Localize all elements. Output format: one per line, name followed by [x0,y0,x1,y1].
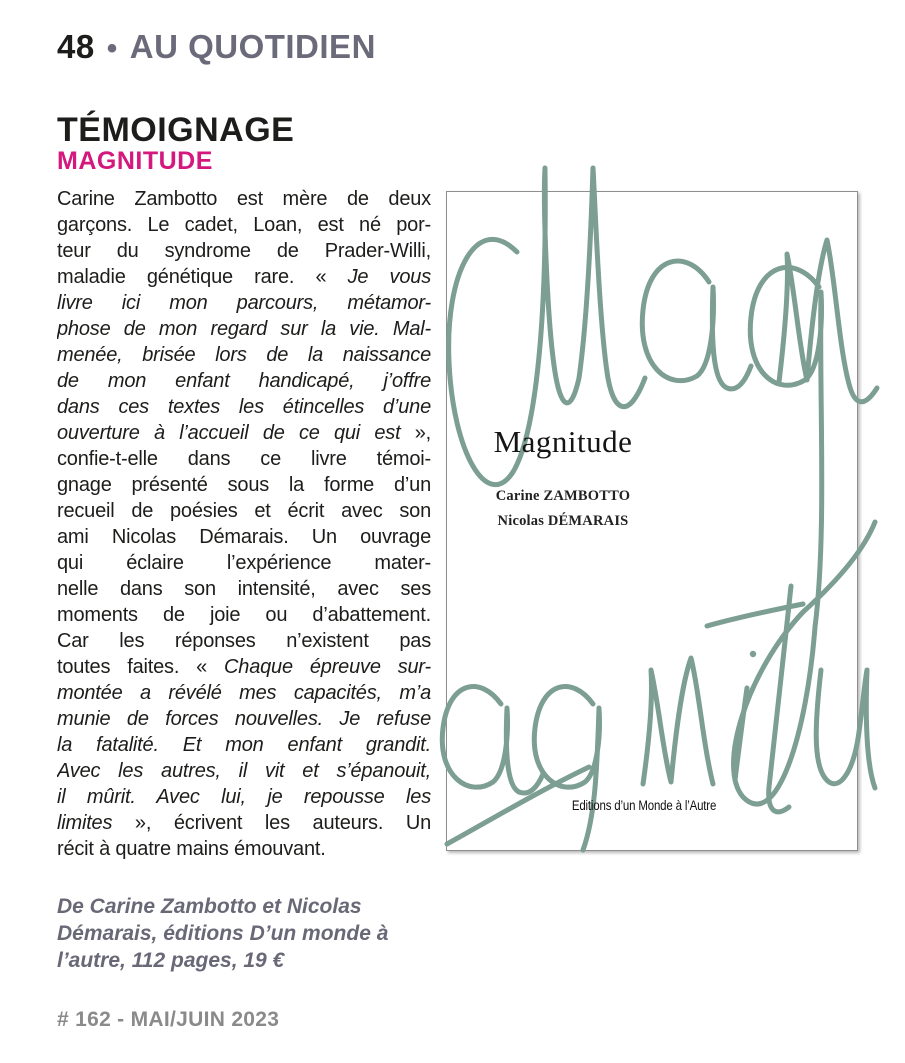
text-segment: Carine Zambotto est mère de deux [57,188,431,210]
text-segment: nelle dans son intensité, avec ses [57,578,431,600]
text-line: Démarais, éditions D’un monde à [57,922,389,945]
quote-text-segment: phose de mon regard sur la vie. Mal- [57,318,431,340]
text-line [57,420,431,446]
article-headline [57,112,294,175]
text-line [57,810,431,836]
article-title: TÉMOIGNAGE [57,111,295,149]
quote-text-segment: Avec les autres, il vit et s’épanouit, [57,760,431,782]
article-kicker: MAGNITUDE [57,147,213,175]
text-line: Nicolas DÉMARAIS [497,513,629,529]
script-letter-n-top [779,240,877,402]
text-line [57,238,431,264]
script-letter-a-bottom [442,687,543,794]
book-cover-authors [447,484,679,534]
text-segment: confie-t-elle dans ce livre témoi- [57,448,431,470]
text-line [57,576,431,602]
bullet-separator: • [106,32,118,65]
quote-text-segment: Je vous [347,266,431,288]
text-line [57,394,431,420]
issue-footer: # 162 - MAI/JUIN 2023 [57,1008,280,1031]
text-line [57,446,431,472]
script-letter-n-bottom [643,658,713,784]
text-segment: maladie génétique rare. « [57,266,348,288]
article-credit [57,893,447,974]
quote-text-segment: munie de forces nouvelles. Je refuse [57,708,431,730]
text-segment: récit à quatre mains émouvant. [57,838,326,860]
book-cover-title: Magnitude [493,424,633,459]
quote-text-segment: la fatalité. Et mon enfant grandit. [57,734,431,756]
script-letter-t-stem [769,586,791,812]
quote-text-segment: il mûrit. Avec lui, je repousse les [57,786,431,808]
text-line [57,706,431,732]
page-number: 48 [57,28,95,65]
quote-text-segment: ouverture à l’accueil de ce qui est [57,422,401,444]
section-title: AU QUOTIDIEN [129,28,376,65]
text-line [57,836,431,862]
text-line [57,342,431,368]
text-line [57,498,431,524]
article-body [57,186,431,862]
text-line [57,290,431,316]
quote-text-segment: dans ces textes les étincelles d’une [57,396,431,418]
text-line [57,472,431,498]
text-line [57,732,431,758]
quote-text-segment: limites [57,812,113,834]
script-letter-a-top [642,261,751,389]
text-line: l’autre, 112 pages, 19 € [57,949,285,972]
text-line [57,602,431,628]
book-cover-publisher: Editions d’un Monde à l’Autre [571,798,717,813]
text-segment: recueil de poésies et écrit avec son [57,500,431,522]
script-letter-u [816,670,875,788]
text-line [57,758,431,784]
quote-text-segment: Chaque épreuve sur- [224,656,431,678]
text-segment: teur du syndrome de Prader-Willi, [57,240,431,262]
text-line: Carine ZAMBOTTO [495,488,631,504]
text-line [57,680,431,706]
text-segment: moments de joie ou d’abattement. [57,604,431,626]
book-cover [446,191,858,851]
text-segment: », [400,422,431,444]
script-letter-g-top [734,267,875,804]
text-line [57,524,431,550]
text-line [57,628,431,654]
quote-text-segment: montée a révélé mes capacités, m’a [57,682,431,704]
text-segment: », écrivent les auteurs. Un [112,812,431,834]
text-line [57,368,431,394]
quote-text-segment: livre ici mon parcours, métamor- [57,292,431,314]
text-segment: garçons. Le cadet, Loan, est né por- [57,214,431,236]
text-line [57,264,431,290]
quote-text-segment: de mon enfant handicapé, j’offre [57,370,431,392]
text-line [57,186,431,212]
text-segment: Car les réponses n’existent pas [57,630,431,652]
text-line [57,784,431,810]
text-segment: gnage présenté sous la forme d’un [57,474,431,496]
text-segment: ami Nicolas Démarais. Un ouvrage [57,526,431,548]
text-line [57,654,431,680]
text-segment: toutes faites. « [57,656,225,678]
text-line [57,316,431,342]
quote-text-segment: menée, brisée lors de la naissance [57,344,431,366]
text-line: De Carine Zambotto et Nicolas [57,895,362,918]
text-line [57,212,431,238]
page-header [57,28,376,66]
text-line [57,550,431,576]
text-segment: qui éclaire l’expérience mater- [57,552,431,574]
script-i-dot [750,651,756,657]
